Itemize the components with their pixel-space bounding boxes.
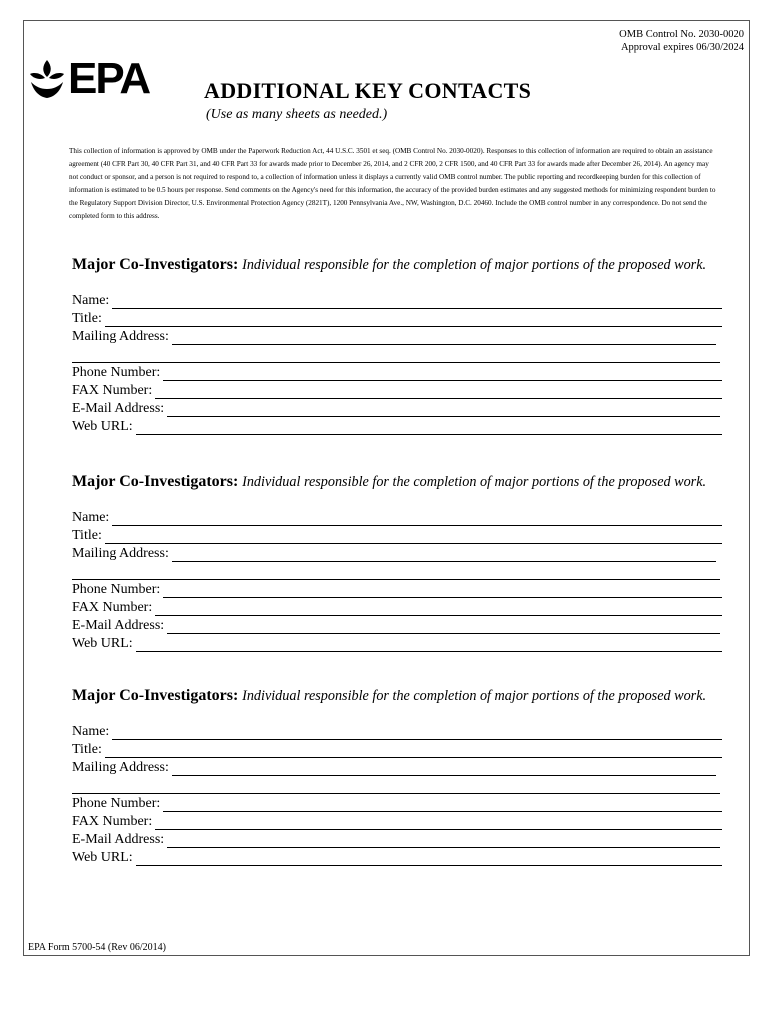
mailing-address-label: Mailing Address:: [72, 546, 169, 561]
epa-wordmark: EPA: [68, 54, 150, 103]
name-label: Name:: [72, 724, 110, 739]
epa-logo: [28, 54, 150, 103]
section-heading-label: Major Co-Investigators:: [72, 687, 239, 704]
form-title: ADDITIONAL KEY CONTACTS: [204, 78, 532, 103]
phone-label: Phone Number:: [72, 582, 161, 597]
title-label: Title:: [72, 742, 102, 757]
web-url-field[interactable]: [72, 848, 722, 866]
section-description: Individual responsible for the completion of major portions of the proposed work.: [242, 688, 707, 704]
name-label: Name:: [72, 510, 110, 525]
epa-flower-icon: [28, 58, 66, 100]
name-field[interactable]: [72, 508, 722, 526]
email-label: E-Mail Address:: [72, 401, 165, 416]
name-field[interactable]: [72, 291, 722, 309]
omb-control-number: OMB Control No. 2030-0020: [619, 29, 744, 40]
fax-label: FAX Number:: [72, 600, 153, 615]
title-label: Title:: [72, 311, 102, 326]
title-input-line[interactable]: [105, 313, 722, 327]
email-input-line[interactable]: [167, 620, 720, 634]
mailing-address-line-2[interactable]: [72, 345, 720, 363]
section-description: Individual responsible for the completion of major portions of the proposed work.: [242, 257, 707, 273]
mailing-address-field[interactable]: [72, 758, 722, 776]
email-field[interactable]: [72, 616, 722, 634]
mailing-address-field[interactable]: [72, 327, 722, 345]
form-page: [23, 20, 750, 956]
section-description: Individual responsible for the completion of major portions of the proposed work.: [242, 474, 707, 490]
phone-input-line[interactable]: [163, 367, 722, 381]
phone-field[interactable]: [72, 580, 722, 598]
mailing-address-input-line[interactable]: [172, 548, 716, 562]
form-number: EPA Form 5700-54 (Rev 06/2014): [28, 942, 166, 953]
web-url-input-line[interactable]: [136, 421, 722, 435]
fax-input-line[interactable]: [155, 816, 722, 830]
approval-expiry: Approval expires 06/30/2024: [620, 42, 744, 53]
web-url-label: Web URL:: [72, 419, 133, 434]
paperwork-notice: This collection of information is approved by OMB under the Paperwork Reduction Act, 44 U.S.C. 3501 et seq. (OMB Control No. 2030-0020). Responses to this collection of information are required to obtain an assistance agreement (40 CFR Part 30, 40 CFR Part 31, and 40 CFR Part 33 for awards made prior to December 26, 2014, and 2 CFR 200, 2 CFR 1500, and 40 CFR Part 33 for awards made after December 26, 2014). An agency may not conduct or sponsor, and a person is not required to respond to, a collection of information unless it displays a currently valid OMB control number. The public reporting and recordkeeping burden for this collection of information is estimated to be 0.5 hours per response. Send comments on the Agency's need for this information, the accuracy of the provided burden estimates and any suggested methods for minimizing respondent burden to the Regulatory Support Division Director, U.S. Environmental Protection Agency (2821T), 1200 Pennsylvania Ave., NW, Washington, D.C. 20460. Include the OMB control number in any correspondence. Do not send the completed form to this address.: [69, 147, 716, 220]
mailing-address-label: Mailing Address:: [72, 760, 169, 775]
name-field[interactable]: [72, 722, 722, 740]
fax-field[interactable]: [72, 598, 722, 616]
name-label: Name:: [72, 293, 110, 308]
title-input-line[interactable]: [105, 744, 722, 758]
web-url-field[interactable]: [72, 634, 722, 652]
phone-field[interactable]: [72, 794, 722, 812]
omb-info: [619, 28, 744, 54]
email-field[interactable]: [72, 399, 722, 417]
email-input-line[interactable]: [167, 403, 720, 417]
title-field[interactable]: [72, 309, 722, 327]
fax-input-line[interactable]: [155, 385, 722, 399]
web-url-label: Web URL:: [72, 850, 133, 865]
web-url-input-line[interactable]: [136, 852, 722, 866]
web-url-label: Web URL:: [72, 636, 133, 651]
mailing-address-field[interactable]: [72, 544, 722, 562]
email-input-line[interactable]: [167, 834, 720, 848]
email-label: E-Mail Address:: [72, 618, 165, 633]
section-heading-label: Major Co-Investigators:: [72, 473, 239, 490]
email-field[interactable]: [72, 830, 722, 848]
web-url-input-line[interactable]: [136, 638, 722, 652]
contact-section-3: [72, 686, 722, 866]
mailing-address-input-line[interactable]: [172, 762, 716, 776]
section-heading: [72, 472, 722, 492]
contact-section-2: [72, 472, 722, 652]
fax-label: FAX Number:: [72, 814, 153, 829]
fax-input-line[interactable]: [155, 602, 722, 616]
name-input-line[interactable]: [112, 512, 722, 526]
section-heading: [72, 686, 722, 706]
name-input-line[interactable]: [112, 295, 722, 309]
mailing-address-line-2[interactable]: [72, 562, 720, 580]
phone-field[interactable]: [72, 363, 722, 381]
name-input-line[interactable]: [112, 726, 722, 740]
fax-label: FAX Number:: [72, 383, 153, 398]
title-field[interactable]: [72, 526, 722, 544]
email-label: E-Mail Address:: [72, 832, 165, 847]
phone-label: Phone Number:: [72, 796, 161, 811]
title-label: Title:: [72, 528, 102, 543]
section-heading-label: Major Co-Investigators:: [72, 256, 239, 273]
title-input-line[interactable]: [105, 530, 722, 544]
section-heading: [72, 255, 722, 275]
contact-section-1: [72, 255, 722, 435]
web-url-field[interactable]: [72, 417, 722, 435]
phone-input-line[interactable]: [163, 584, 722, 598]
mailing-address-label: Mailing Address:: [72, 329, 169, 344]
fax-field[interactable]: [72, 381, 722, 399]
phone-input-line[interactable]: [163, 798, 722, 812]
title-field[interactable]: [72, 740, 722, 758]
mailing-address-input-line[interactable]: [172, 331, 716, 345]
form-subtitle: (Use as many sheets as needed.): [206, 107, 388, 122]
mailing-address-line-2[interactable]: [72, 776, 720, 794]
phone-label: Phone Number:: [72, 365, 161, 380]
fax-field[interactable]: [72, 812, 722, 830]
